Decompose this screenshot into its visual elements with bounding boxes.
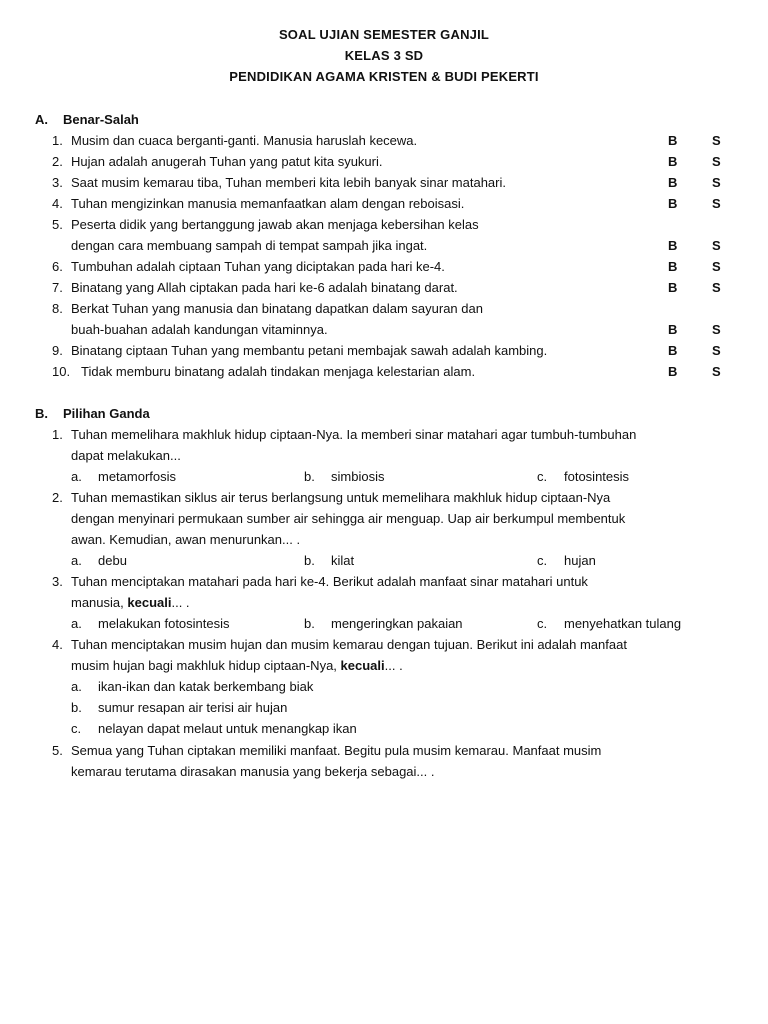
- item-number: 6.: [52, 259, 63, 274]
- item-number: 9.: [52, 343, 63, 358]
- false-option[interactable]: S: [712, 238, 721, 253]
- false-option[interactable]: S: [712, 196, 721, 211]
- option-a[interactable]: a. ikan-ikan dan katak berkembang biak: [71, 679, 314, 694]
- true-option[interactable]: B: [668, 280, 678, 295]
- item-number: 8.: [52, 301, 63, 316]
- item-text: Binatang yang Allah ciptakan pada hari ke-6 adalah binatang darat.: [71, 280, 458, 295]
- question-text-continued: dapat melakukan...: [71, 448, 181, 463]
- option-c[interactable]: c. nelayan dapat melaut untuk menangkap ikan: [71, 721, 357, 736]
- item-text: Hujan adalah anugerah Tuhan yang patut kita syukuri.: [71, 154, 383, 169]
- false-option[interactable]: S: [712, 280, 721, 295]
- question-text-continued: manusia, kecuali... .: [71, 595, 190, 610]
- section-title: Benar-Salah: [63, 112, 139, 127]
- true-option[interactable]: B: [668, 175, 678, 190]
- section-title: Pilihan Ganda: [63, 406, 150, 421]
- question-text-continued: musim hujan bagi makhluk hidup ciptaan-Nya, kecuali... .: [71, 658, 403, 673]
- item-number: 5.: [52, 217, 63, 232]
- option-a[interactable]: a. melakukan fotosintesis: [71, 616, 230, 631]
- question-text: Tuhan memelihara makhluk hidup ciptaan-Nya. Ia memberi sinar matahari agar tumbuh-tumbuhan: [71, 427, 637, 442]
- question-text-continued: dengan menyinari permukaan sumber air sehingga air menguap. Uap air berkumpul membentuk: [71, 511, 626, 526]
- question-number: 2.: [52, 490, 63, 505]
- false-option[interactable]: S: [712, 259, 721, 274]
- item-text: Berkat Tuhan yang manusia dan binatang dapatkan dalam sayuran dan: [71, 301, 483, 316]
- option-a[interactable]: a. metamorfosis: [71, 469, 177, 484]
- option-b[interactable]: b. kilat: [304, 553, 355, 568]
- true-option[interactable]: B: [668, 133, 678, 148]
- option-c[interactable]: c. hujan: [537, 553, 596, 568]
- exam-title: SOAL UJIAN SEMESTER GANJIL: [278, 27, 490, 42]
- question-text: Tuhan memastikan siklus air terus berlangsung untuk memelihara makhluk hidup ciptaan-Nya: [71, 490, 611, 505]
- item-text: Tuhan mengizinkan manusia memanfaatkan alam dengan reboisasi.: [71, 196, 465, 211]
- question-number: 1.: [52, 427, 63, 442]
- question-text-continued: kemarau terutama dirasakan manusia yang bekerja sebagai... .: [71, 764, 435, 779]
- exam-class: KELAS 3 SD: [344, 48, 424, 63]
- true-option[interactable]: B: [668, 238, 678, 253]
- section-letter: B.: [35, 406, 48, 421]
- question-text: Tuhan menciptakan matahari pada hari ke-4. Berikut adalah manfaat sinar matahari untuk: [71, 574, 588, 589]
- true-option[interactable]: B: [668, 259, 678, 274]
- item-number: 7.: [52, 280, 63, 295]
- false-option[interactable]: S: [712, 133, 721, 148]
- option-b[interactable]: b. mengeringkan pakaian: [304, 616, 463, 631]
- section-a-heading: [35, 112, 139, 127]
- option-a[interactable]: a. debu: [71, 553, 127, 568]
- item-text: Musim dan cuaca berganti-ganti. Manusia haruslah kecewa.: [71, 133, 418, 148]
- false-option[interactable]: S: [712, 154, 721, 169]
- item-number: 10.: [52, 364, 71, 379]
- true-option[interactable]: B: [668, 154, 678, 169]
- question-number: 4.: [52, 637, 63, 652]
- true-option[interactable]: B: [668, 322, 678, 337]
- item-text-continued: buah-buahan adalah kandungan vitaminnya.: [71, 322, 328, 337]
- true-option[interactable]: B: [668, 196, 678, 211]
- item-text: Peserta didik yang bertanggung jawab akan menjaga kebersihan kelas: [71, 217, 479, 232]
- item-text-continued: dengan cara membuang sampah di tempat sampah jika ingat.: [71, 238, 428, 253]
- question-text-continued: awan. Kemudian, awan menurunkan... .: [71, 532, 301, 547]
- option-b[interactable]: b. sumur resapan air terisi air hujan: [71, 700, 288, 715]
- exam-subject: PENDIDIKAN AGAMA KRISTEN & BUDI PEKERTI: [229, 69, 539, 84]
- option-c[interactable]: c. menyehatkan tulang: [537, 616, 682, 631]
- false-option[interactable]: S: [712, 175, 721, 190]
- item-number: 1.: [52, 133, 63, 148]
- false-option[interactable]: S: [712, 322, 721, 337]
- item-number: 4.: [52, 196, 63, 211]
- item-text: Saat musim kemarau tiba, Tuhan memberi kita lebih banyak sinar matahari.: [71, 175, 506, 190]
- true-option[interactable]: B: [668, 343, 678, 358]
- emphasis-word: kecuali: [127, 595, 172, 610]
- option-b[interactable]: b. simbiosis: [304, 469, 385, 484]
- question-number: 5.: [52, 743, 63, 758]
- question-number: 3.: [52, 574, 63, 589]
- item-number: 3.: [52, 175, 63, 190]
- emphasis-word: kecuali: [340, 658, 385, 673]
- item-text: Tidak memburu binatang adalah tindakan menjaga kelestarian alam.: [81, 364, 476, 379]
- false-option[interactable]: S: [712, 364, 721, 379]
- question-text: Tuhan menciptakan musim hujan dan musim kemarau dengan tujuan. Berikut ini adalah manfaat: [71, 637, 627, 652]
- false-option[interactable]: S: [712, 343, 721, 358]
- item-text: Binatang ciptaan Tuhan yang membantu petani membajak sawah adalah kambing.: [71, 343, 548, 358]
- item-number: 2.: [52, 154, 63, 169]
- true-option[interactable]: B: [668, 364, 678, 379]
- section-b-heading: [35, 406, 150, 421]
- question-text: Semua yang Tuhan ciptakan memiliki manfaat. Begitu pula musim kemarau. Manfaat musim: [71, 743, 602, 758]
- item-text: Tumbuhan adalah ciptaan Tuhan yang diciptakan pada hari ke-4.: [71, 259, 445, 274]
- option-c[interactable]: c. fotosintesis: [537, 469, 630, 484]
- section-letter: A.: [35, 112, 48, 127]
